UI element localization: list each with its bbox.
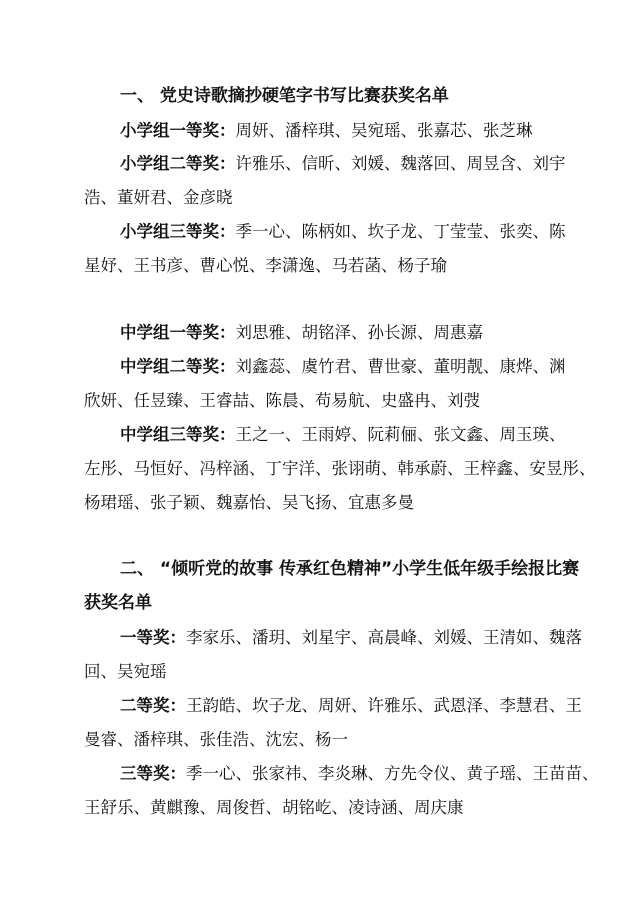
award-names-continued: 星妤、王书彦、曹心悦、李潇逸、马若菡、杨子瑜 (84, 256, 447, 275)
section-2-heading: 二、 “倾听党的故事 传承红色精神”小学生低年级手绘报比赛 (120, 559, 580, 579)
award-names: 许雅乐、信昕、刘媛、魏落回、周昱含、刘宇 (235, 154, 566, 173)
award-label: 中学组三等奖： (120, 425, 236, 444)
award-line (120, 424, 620, 446)
award-label: 二等奖： (120, 696, 186, 715)
award-names: 季一心、张家祎、李炎琳、方先令仪、黄子瑶、王苗苗、 (186, 764, 599, 783)
award-line (120, 153, 620, 175)
award-names-continued: 回、吴宛瑶 (84, 662, 167, 681)
section-2-heading-continued: 获奖名单 (84, 593, 152, 613)
award-names-continued: 欣妍、任昱臻、王睿喆、陈晨、苟易航、史盛冉、刘弢 (84, 391, 480, 410)
award-line (120, 322, 620, 344)
award-label: 小学组一等奖： (120, 121, 236, 140)
award-label: 中学组一等奖： (120, 323, 236, 342)
award-names-continued: 左彤、马恒好、冯梓涵、丁宇洋、张诩萌、韩承蔚、王梓鑫、安昱彤、 (84, 459, 596, 478)
award-line (120, 120, 620, 142)
section-1-heading: 一、 党史诗歌摘抄硬笔字书写比赛获奖名单 (120, 86, 449, 106)
award-names-continued: 浩、董妍君、金彦晓 (84, 188, 233, 207)
award-label: 小学组三等奖： (120, 222, 236, 241)
award-names-continued: 王舒乐、黄麒豫、周俊哲、胡铭屹、凌诗涵、周庆康 (84, 798, 464, 817)
award-label: 三等奖： (120, 764, 186, 783)
award-names-continued: 杨珺瑶、张子颖、魏嘉怡、吴飞扬、宜惠多曼 (84, 493, 414, 512)
award-label: 一等奖： (120, 628, 186, 647)
award-names-continued: 曼睿、潘梓琪、张佳浩、沈宏、杨一 (84, 730, 348, 749)
award-names: 季一心、陈柄如、坎子龙、丁莹莹、张奕、陈 (235, 222, 566, 241)
award-names: 李家乐、潘玥、刘星宇、高晨峰、刘媛、王清如、魏落 (186, 628, 582, 647)
award-line (120, 221, 620, 243)
award-names: 王韵皓、坎子龙、周妍、许雅乐、武恩泽、李慧君、王 (186, 696, 582, 715)
award-line (120, 627, 620, 649)
award-line (120, 763, 620, 785)
award-label: 小学组二等奖： (120, 154, 236, 173)
award-label: 中学组二等奖： (120, 357, 236, 376)
award-line (120, 695, 620, 717)
award-names: 刘思雅、胡铭泽、孙长源、周惠嘉 (235, 323, 483, 342)
award-line (120, 356, 620, 378)
award-names: 周妍、潘梓琪、吴宛瑶、张嘉芯、张芝琳 (235, 121, 533, 140)
award-names: 刘鑫蕊、虞竹君、曹世豪、董明靓、康烨、渊 (235, 357, 566, 376)
award-names: 王之一、王雨婷、阮莉俪、张文鑫、周玉瑛、 (235, 425, 566, 444)
